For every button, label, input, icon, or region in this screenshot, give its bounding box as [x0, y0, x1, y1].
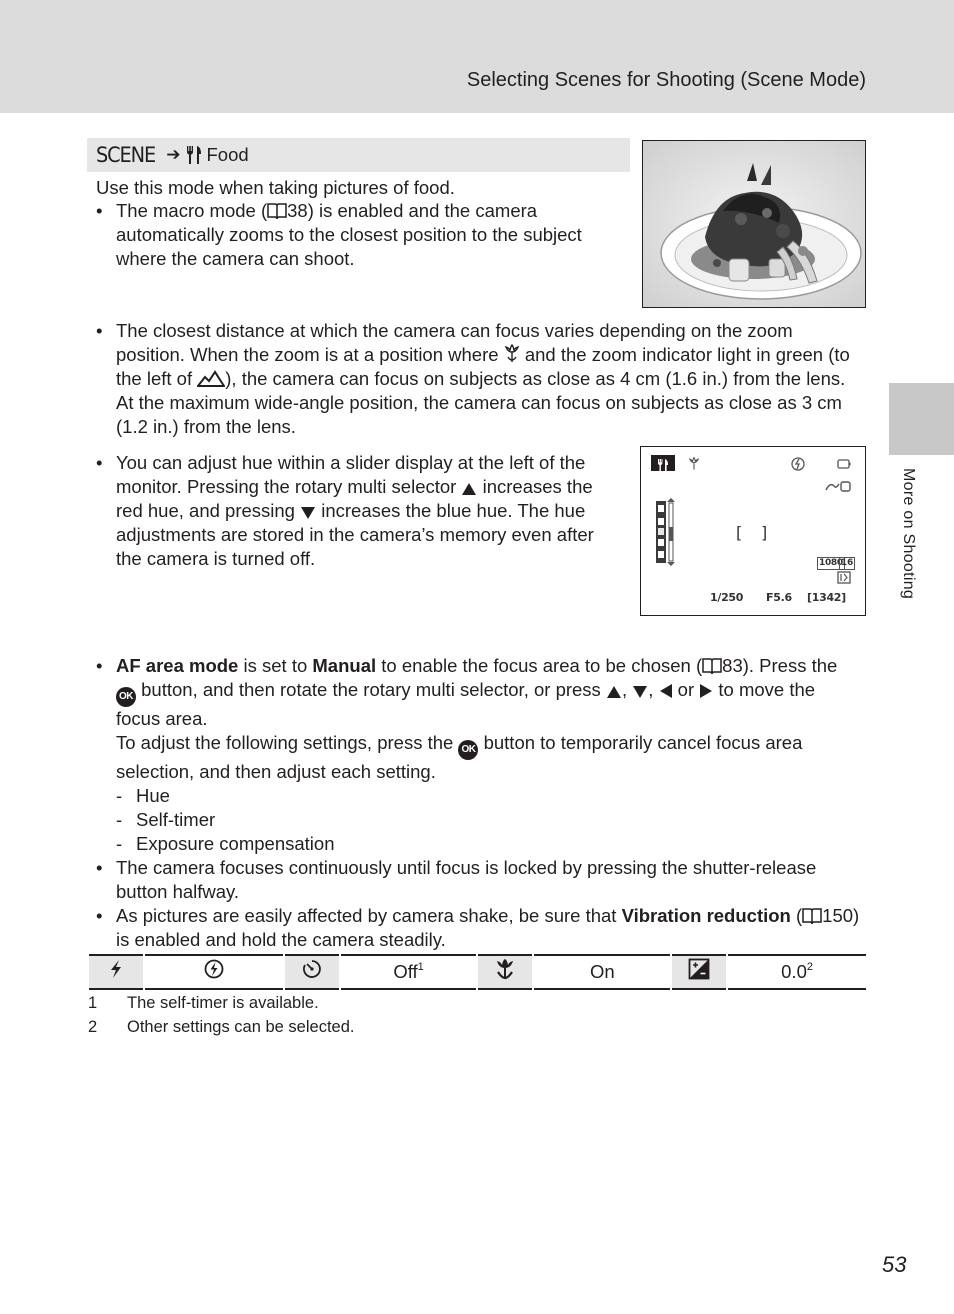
list-item — [96, 319, 861, 439]
arrow-icon: ➔ — [166, 145, 181, 164]
scene-mode-word: SCENE — [96, 143, 156, 167]
vibration-reduction-icon — [823, 479, 853, 493]
selftimer-value-text: Off — [393, 961, 418, 982]
list-item: • AF area mode is set to Manual to enable the focus area to be chosen ( 83). Press the OK button, and then rotate the rotary multi selector, or press , , or to move the focus area. To adjust the following settings, press the OK button to temporarily cancel focus area selection, and then adjust each setting. - Hue - Self-timer - Exposure compensation — [96, 654, 861, 856]
text-span: increases the blue hue. The hue adjustments are stored in the camera’s memory even after the camera is turned off. — [116, 500, 594, 569]
footnotes — [88, 991, 354, 1039]
page-header-title: Selecting Scenes for Shooting (Scene Mode) — [466, 69, 866, 91]
list-item: - Self-timer — [116, 808, 861, 832]
footnote-text: The self-timer is available. — [127, 994, 319, 1012]
food-photo — [642, 140, 866, 308]
selftimer-header — [284, 955, 340, 989]
footnote-text: Other settings can be selected. — [127, 1018, 355, 1036]
page-reference: 150 — [822, 905, 854, 926]
flash-off-icon — [204, 959, 224, 979]
text-span: ), the camera can focus on subjects as close as 4 cm (1.6 in.) from the lens. At the maximum wide-angle position, the camera can focus on subjects as close as 3 cm (1.2 in.) from the lens. — [116, 368, 846, 437]
text-span: ( — [790, 905, 803, 926]
flash-mode-header — [88, 955, 144, 989]
flash-icon — [108, 959, 124, 979]
text-span: As pictures are easily affected by camera shake, be sure that — [116, 905, 622, 926]
list-item: • The camera focuses continuously until focus is locked by pressing the shutter-release button halfway. — [96, 856, 861, 904]
bullet-list-hue — [96, 451, 616, 571]
list-item — [96, 904, 861, 952]
page-reference: 83 — [722, 655, 743, 676]
hue-slider — [655, 497, 677, 567]
list-item — [96, 451, 616, 571]
book-reference-icon — [267, 202, 287, 220]
text-span: ) is enabled and hold the camera steadily. — [116, 905, 860, 950]
frames-count: 1342 — [811, 591, 842, 604]
triangle-up-icon — [461, 482, 477, 496]
text-span: ). Press the — [742, 655, 838, 676]
image-size-badge: 16 — [841, 558, 853, 568]
ok-button-icon: OK — [458, 740, 478, 760]
header-band — [0, 0, 954, 113]
exposure-value-text: 0.0 — [781, 961, 807, 982]
scene-heading — [87, 138, 630, 172]
selftimer-value — [340, 955, 478, 989]
aperture-readout: F5.6 — [766, 591, 792, 604]
text-span: to enable the focus area to be chosen ( — [376, 655, 703, 676]
footnote-marker: 1 — [417, 961, 424, 973]
text-span: increases the red hue, and pressing — [116, 476, 593, 521]
list-item — [96, 199, 616, 271]
triangle-up-icon — [606, 685, 622, 699]
scene-food-label: Food — [206, 144, 249, 165]
macro-header — [477, 955, 533, 989]
book-reference-icon — [702, 657, 722, 675]
ok-button-icon: OK — [116, 687, 136, 707]
footnote-number: 2 — [88, 1018, 98, 1036]
shutter-speed-readout: 1/250 — [710, 591, 744, 604]
af-area-mode-label: AF area mode — [116, 655, 239, 676]
sub-paragraph — [116, 731, 861, 784]
exposure-header — [671, 955, 727, 989]
food-icon — [185, 145, 203, 165]
selftimer-icon — [301, 958, 323, 980]
intro-text: Use this mode when taking pictures of food. — [96, 177, 455, 198]
tulip-icon — [504, 344, 520, 364]
triangle-left-icon — [659, 683, 673, 699]
text-span: and the zoom indicator light in green (to the left of — [116, 344, 850, 389]
settings-dash-list — [116, 784, 861, 856]
frames-remaining-readout: [1342] — [807, 591, 846, 604]
bullet-list-distance — [96, 319, 861, 439]
tulip-icon — [687, 457, 701, 471]
hue-slider-graphic — [655, 497, 677, 567]
text-span: The macro mode ( — [116, 200, 268, 221]
focus-bracket-right: ] — [761, 523, 767, 542]
bullet-list-macro — [96, 199, 616, 271]
vibration-reduction-label: Vibration reduction — [621, 905, 791, 926]
text-span: To adjust the following settings, press the — [116, 732, 454, 753]
page-reference: 38 — [287, 200, 308, 221]
text-span: is set to — [238, 655, 313, 676]
footnote-item — [88, 1015, 354, 1039]
exposure-compensation-icon — [688, 958, 710, 980]
focus-bracket-left: [ — [736, 523, 742, 542]
text-span: ) is enabled and the camera automatically zooms to the closest position to the subject where the camera can shoot. — [116, 200, 582, 269]
side-tab-label: More on Shooting — [900, 468, 917, 600]
food-photo-image — [643, 141, 866, 308]
movie-quality-badge: 1080 — [819, 558, 843, 568]
food-mode-badge — [651, 455, 675, 471]
list-item: - Hue — [116, 784, 861, 808]
bullet-list-af — [96, 654, 861, 952]
footnote-number: 1 — [88, 994, 98, 1012]
image-quality-icon — [837, 571, 851, 584]
list-item: - Exposure compensation — [116, 832, 861, 856]
text-span: button to temporarily cancel focus area selection, and then adjust each setting. — [116, 732, 803, 782]
footnote-item — [88, 991, 354, 1015]
battery-icon — [837, 459, 851, 469]
page-number: 53 — [882, 1252, 907, 1277]
flash-mode-value — [144, 955, 284, 989]
book-reference-icon — [802, 907, 822, 925]
text-span: button, and then rotate the rotary multi selector, or press — [136, 679, 606, 700]
triangle-right-icon — [699, 683, 713, 699]
macro-tulip-icon — [494, 958, 516, 980]
footnote-marker: 2 — [806, 961, 813, 973]
text-span: You can adjust hue within a slider display at the left of the monitor. Pressing the rotary multi selector — [116, 452, 586, 497]
settings-table — [87, 954, 866, 990]
text-span: to move the focus area. — [116, 679, 816, 729]
manual-label: Manual — [312, 655, 377, 676]
exposure-value — [727, 955, 866, 989]
camera-monitor-display — [640, 446, 866, 616]
triangle-down-icon — [632, 685, 648, 699]
macro-value: On — [533, 955, 671, 989]
text-span: The closest distance at which the camera can focus varies depending on the zoom position. When the zoom is at a position where — [116, 320, 793, 365]
flash-off-icon — [791, 457, 805, 471]
triangle-down-icon — [300, 506, 316, 520]
food-icon — [651, 457, 675, 473]
side-tab-marker — [889, 383, 954, 455]
text-span: or — [672, 679, 700, 700]
mountain-icon — [197, 370, 225, 388]
table-row — [88, 955, 866, 989]
